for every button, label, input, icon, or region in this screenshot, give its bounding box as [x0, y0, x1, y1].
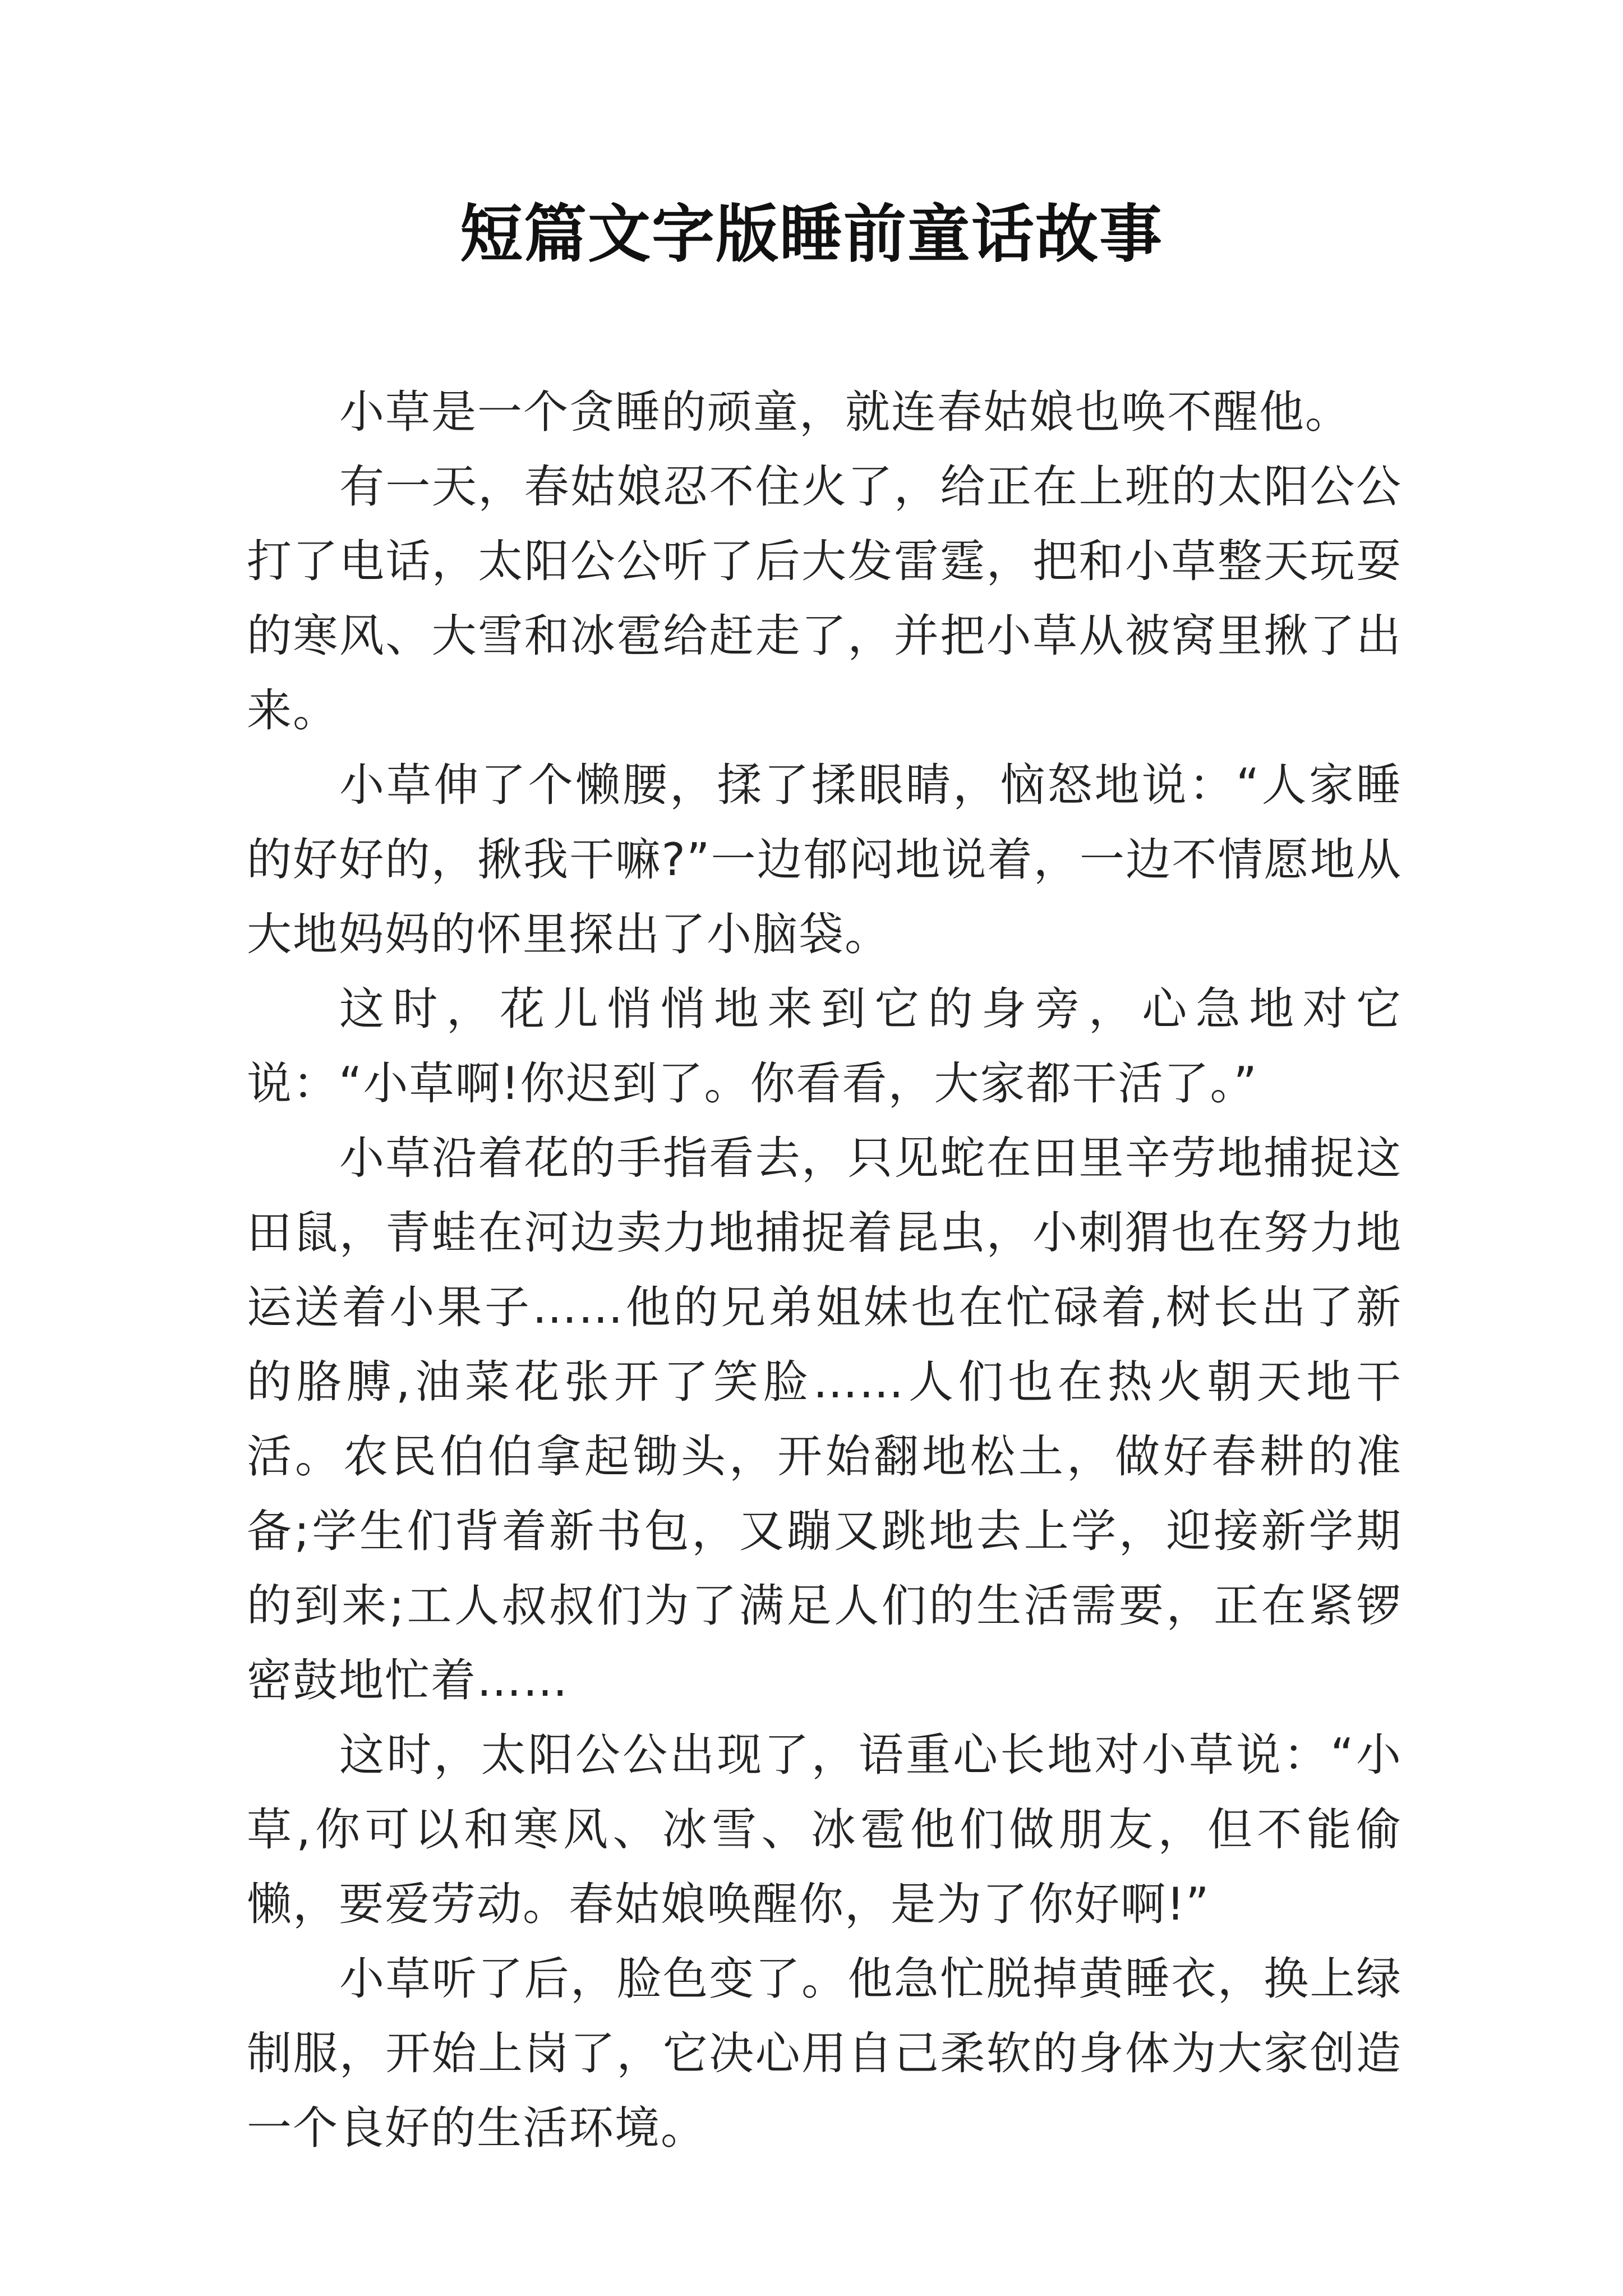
paragraph: 有一天，春姑娘忍不住火了，给正在上班的太阳公公打了电话，太阳公公听了后大发雷霆，把和小草整天玩耍的寒风、大雪和冰雹给赶走了，并把小草从被窝里揪了出来。: [247, 461, 1402, 737]
paragraph: 小草沿着花的手指看去，只见蛇在田里辛劳地捕捉这田鼠，青蛙在河边卖力地捕捉着昆虫，小刺猬也在努力地运送着小果子……他的兄弟姐妹也在忙碌着,树长出了新的胳膊,油菜花张开了笑脸……人们也在热火朝天地干活。农民伯伯拿起锄头，开始翻地松土，做好春耕的准备;学生们背着新书包，又蹦又跳地去上学，迎接新学期的到来;工人叔叔们为了满足人们的生活需要，正在紧锣密鼓地忙着……: [247, 1132, 1402, 1706]
paragraph: 这时，太阳公公出现了，语重心长地对小草说：“小草,你可以和寒风、冰雪、冰雹他们做朋友，但不能偷懒，要爱劳动。春姑娘唤醒你，是为了你好啊!”: [247, 1729, 1402, 1930]
document-body: [247, 375, 1402, 2165]
document-title: 短篇文字版睡前童话故事: [460, 197, 1163, 271]
paragraph: 小草伸了个懒腰，揉了揉眼睛，恼怒地说：“人家睡的好好的，揪我干嘛?”一边郁闷地说着，一边不情愿地从大地妈妈的怀里探出了小脑袋。: [247, 759, 1402, 960]
paragraph: 小草听了后，脸色变了。他急忙脱掉黄睡衣，换上绿制服，开始上岗了，它决心用自己柔软的身体为大家创造一个良好的生活环境。: [247, 1953, 1402, 2154]
paragraph: 小草是一个贪睡的顽童，就连春姑娘也唤不醒他。: [339, 386, 1351, 438]
paragraph: 这时，花儿悄悄地来到它的身旁，心急地对它说：“小草啊!你迟到了。你看看，大家都干活了。”: [247, 983, 1402, 1110]
